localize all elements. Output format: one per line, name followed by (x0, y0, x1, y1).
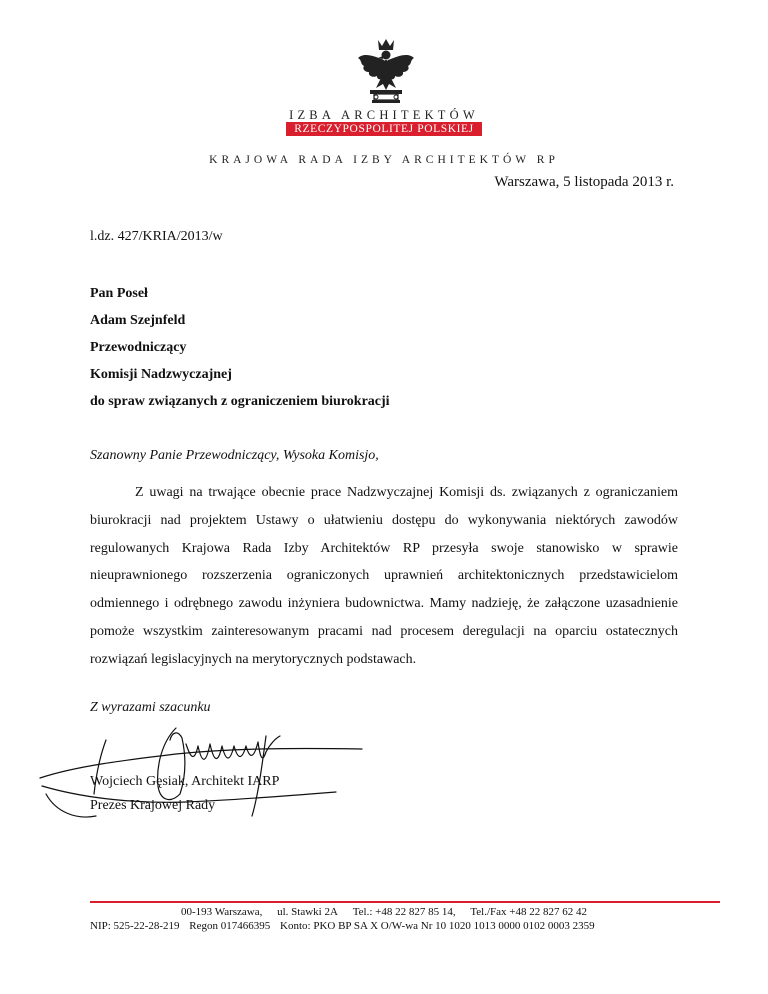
place-date: Warszawa, 5 listopada 2013 r. (494, 174, 674, 190)
closing-phrase: Z wyrazami szacunku (90, 700, 211, 715)
footer-regon: Regon 017466395 (189, 920, 271, 932)
footer-account: Konto: PKO BP SA X O/W-wa Nr 10 1020 1013 0000 0102 0003 2359 (280, 920, 595, 932)
eagle-emblem-icon (356, 38, 416, 104)
footer-fax: Tel./Fax +48 22 827 62 42 (470, 906, 587, 918)
footer-nip: NIP: 525-22-28-219 (90, 920, 180, 932)
addressee-line: do spraw związanych z ograniczeniem biurokracji (90, 394, 390, 409)
addressee-line: Przewodniczący (90, 340, 187, 355)
org-name-top: IZBA ARCHITEKTÓW (289, 108, 479, 122)
footer-street: ul. Stawki 2A (277, 906, 338, 918)
org-name-red-banner: RZECZYPOSPOLITEJ POLSKIEJ (286, 122, 482, 136)
signer-title: Prezes Krajowej Rady (90, 798, 216, 813)
footer-phone: Tel.: +48 22 827 85 14, (352, 906, 456, 918)
addressee-line: Komisji Nadzwyczajnej (90, 367, 232, 382)
addressee-line: Adam Szejnfeld (90, 313, 186, 328)
letter-body: Z uwagi na trwające obecnie prace Nadzwyczajnej Komisji ds. związanych z ograniczaniem biurokracji nad projektem Ustawy o ułatwieniu dostępu do wykonywania niektórych zawodów regulowanych Krajowa Rada Izby Architektów RP przesyła swoje stanowisko w sprawie nieuprawnionego rozszerzenia ograniczonych uprawnień architektonicznych przedstawicielom odmiennego i odrębnego zawodu inżyniera budownictwa. Mamy nadzieję, że załączone uzasadnienie pomoże wszystkim zainteresowanym pracami nad procesem deregulacji na oparciu ostatecznych rozwiązań legislacyjnych na merytorycznych podstawach. (90, 485, 678, 667)
footer-registry-row (90, 920, 698, 932)
addressee-line: Pan Poseł (90, 286, 148, 301)
salutation: Szanowny Panie Przewodniczący, Wysoka Komisjo, (90, 448, 379, 463)
council-name: KRAJOWA RADA IZBY ARCHITEKTÓW RP (209, 154, 559, 166)
reference-number: l.dz. 427/KRIA/2013/w (90, 229, 223, 244)
footer-address: 00-193 Warszawa, (180, 906, 263, 918)
footer-divider (90, 901, 720, 903)
signer-name: Wojciech Gęsiak, Architekt IARP (90, 774, 280, 789)
footer-contact-row (0, 906, 768, 918)
